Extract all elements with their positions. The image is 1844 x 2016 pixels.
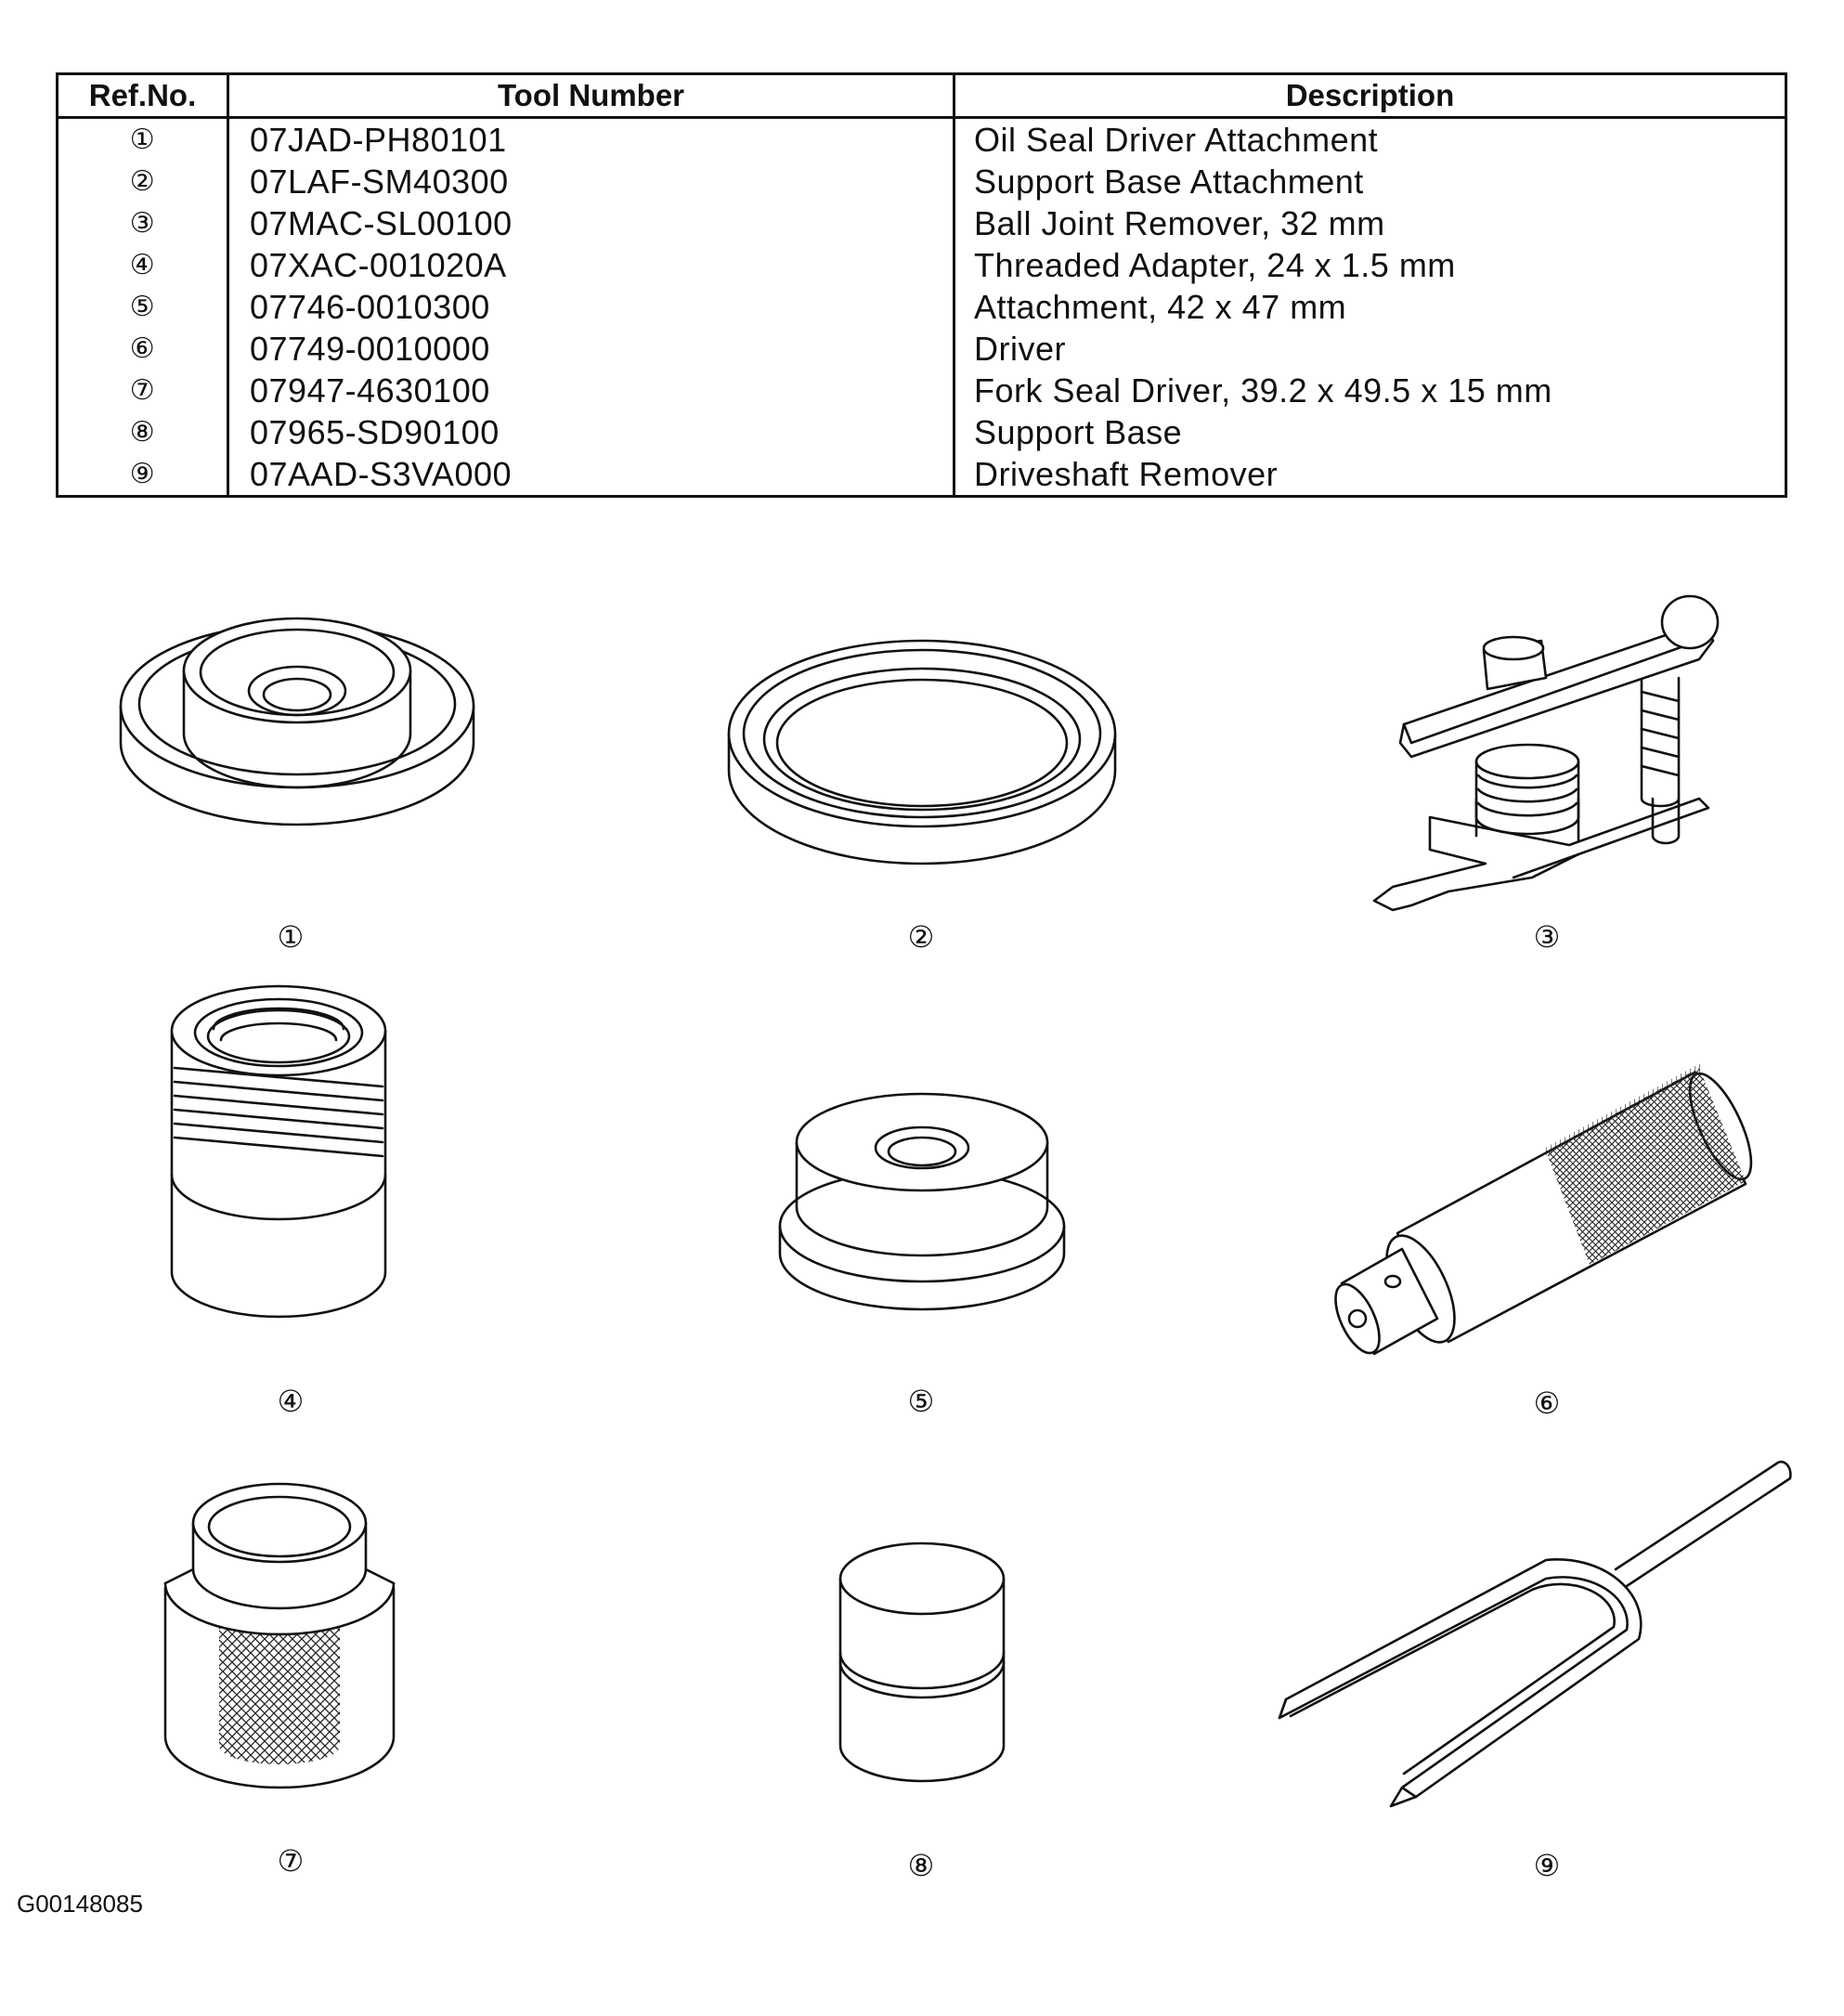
- tool-number: 07LAF-SM40300: [228, 161, 954, 202]
- tool-number: 07749-0010000: [228, 328, 954, 370]
- tool-description: Ball Joint Remover, 32 mm: [954, 202, 1786, 244]
- driveshaft-remover-drawing: [1279, 1462, 1790, 1806]
- tool-description: Driveshaft Remover: [954, 453, 1786, 497]
- header-description: Description: [954, 74, 1786, 118]
- attachment-42x47-drawing: [780, 1094, 1064, 1309]
- tool-number: 07JAD-PH80101: [228, 118, 954, 162]
- tool-number: 07XAC-001020A: [228, 244, 954, 286]
- callout-8: ⑧: [907, 1848, 935, 1883]
- ref-number: ⑦: [129, 374, 156, 407]
- tool-description: Driver: [954, 328, 1786, 370]
- driver-drawing: [1327, 1066, 1763, 1359]
- oil-seal-driver-attachment-drawing: [121, 618, 474, 825]
- tool-description: Fork Seal Driver, 39.2 x 49.5 x 15 mm: [954, 370, 1786, 411]
- support-base-drawing: [840, 1543, 1004, 1781]
- figure-id: G00148085: [17, 1890, 143, 1918]
- ref-number: ①: [129, 124, 156, 156]
- ref-number: ⑥: [129, 332, 156, 365]
- tool-number: 07AAD-S3VA000: [228, 453, 954, 497]
- callout-6: ⑥: [1533, 1385, 1561, 1421]
- ref-number: ⑧: [129, 416, 156, 449]
- tool-number: 07MAC-SL00100: [228, 202, 954, 244]
- ref-number: ③: [129, 207, 156, 240]
- tool-number: 07746-0010300: [228, 286, 954, 328]
- callout-3: ③: [1533, 919, 1561, 955]
- callout-1: ①: [277, 919, 305, 955]
- tool-description: Support Base: [954, 411, 1786, 453]
- tool-number: 07965-SD90100: [228, 411, 954, 453]
- ref-number: ④: [129, 249, 156, 281]
- callout-4: ④: [277, 1384, 305, 1419]
- tool-description: Oil Seal Driver Attachment: [954, 118, 1786, 162]
- threaded-adapter-drawing: [172, 986, 385, 1317]
- tool-description: Threaded Adapter, 24 x 1.5 mm: [954, 244, 1786, 286]
- callout-2: ②: [907, 919, 935, 955]
- support-base-attachment-drawing: [729, 641, 1115, 864]
- callout-5: ⑤: [907, 1384, 935, 1419]
- fork-seal-driver-drawing: [165, 1484, 394, 1788]
- tool-description: Support Base Attachment: [954, 161, 1786, 202]
- ref-number: ⑤: [129, 291, 156, 323]
- header-ref-no: Ref.No.: [58, 74, 228, 118]
- ball-joint-remover-drawing: [1374, 596, 1718, 910]
- callout-7: ⑦: [277, 1843, 305, 1879]
- tool-number: 07947-4630100: [228, 370, 954, 411]
- tool-description: Attachment, 42 x 47 mm: [954, 286, 1786, 328]
- header-tool-number: Tool Number: [228, 74, 954, 118]
- callout-9: ⑨: [1533, 1848, 1561, 1883]
- ref-number: ②: [129, 165, 156, 198]
- ref-number: ⑨: [129, 458, 156, 490]
